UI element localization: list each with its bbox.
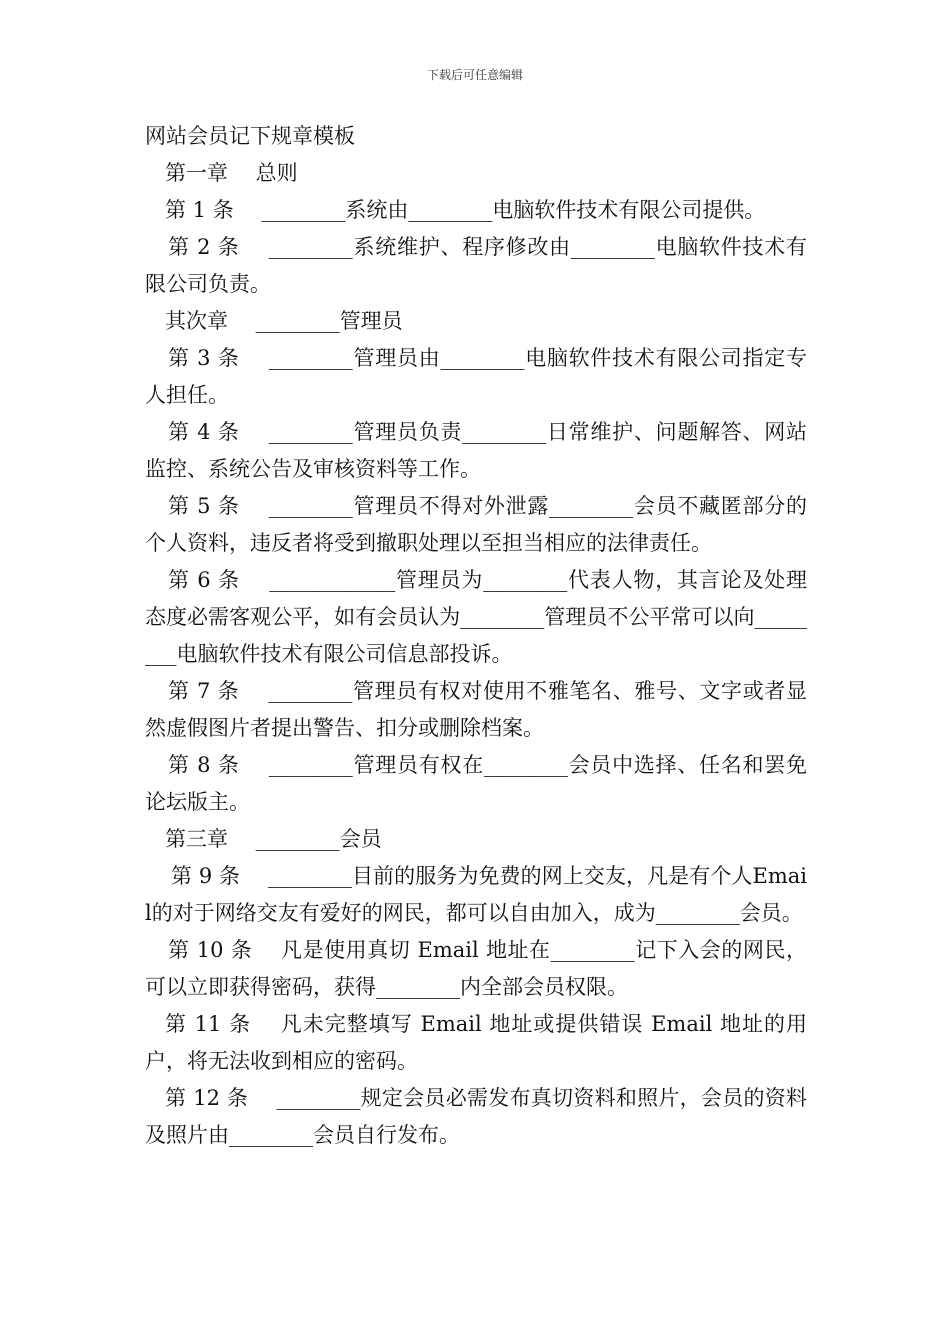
article-10: 第 10 条 凡是使用真切 Email 地址在________记下入会的网民，可以立即获得密码，获得________内全部会员权限。 bbox=[145, 938, 807, 999]
article-1: 第 1 条 ________系统由________电脑软件技术有限公司提供。 bbox=[165, 198, 766, 222]
article-2: 第 2 条 ________系统维护、程序修改由________电脑软件技术有限公司负责。 bbox=[145, 235, 807, 296]
page-header: 下载后可任意编辑 bbox=[426, 68, 523, 82]
article-4: 第 4 条 ________管理员负责________日常维护、问题解答、网站监控、系统公告及审核资料等工作。 bbox=[145, 420, 807, 481]
article-12: 第 12 条 ________规定会员必需发布真切资料和照片，会员的资料及照片由________会员自行发布。 bbox=[145, 1086, 807, 1147]
article-11: 第 11 条 凡未完整填写 Email 地址或提供错误 Email 地址的用户，将无法收到相应的密码。 bbox=[145, 1012, 807, 1073]
chapter-heading: 其次章 ________管理员 bbox=[165, 309, 403, 333]
article-5: 第 5 条 ________管理员不得对外泄露________会员不藏匿部分的个人资料，违反者将受到撤职处理以至担当相应的法律责任。 bbox=[145, 494, 807, 555]
article-9: 第 9 条 ________目前的服务为免费的网上交友，凡是有个人Email的对于网络交友有爱好的网民，都可以自由加入，成为________会员。 bbox=[145, 864, 807, 925]
article-8: 第 8 条 ________管理员有权在________会员中选择、任名和罢免论坛版主。 bbox=[145, 753, 807, 814]
article-6: 第 6 条 ____________管理员为________代表人物，其言论及处理态度必需客观公平，如有会员认为________管理员不公平常可以向________电脑软件技术有限公司信息部投诉。 bbox=[145, 568, 807, 666]
article-7: 第 7 条 ________管理员有权对使用不雅笔名、雅号、文字或者显然虚假图片者提出警告、扣分或删除档案。 bbox=[145, 679, 807, 740]
chapter-heading: 第一章 总则 bbox=[165, 161, 298, 185]
document-body bbox=[145, 118, 807, 1154]
chapter-heading: 第三章 ________会员 bbox=[165, 827, 382, 851]
article-3: 第 3 条 ________管理员由________电脑软件技术有限公司指定专人担任。 bbox=[145, 346, 807, 407]
document-title: 网站会员记下规章模板 bbox=[145, 124, 355, 148]
